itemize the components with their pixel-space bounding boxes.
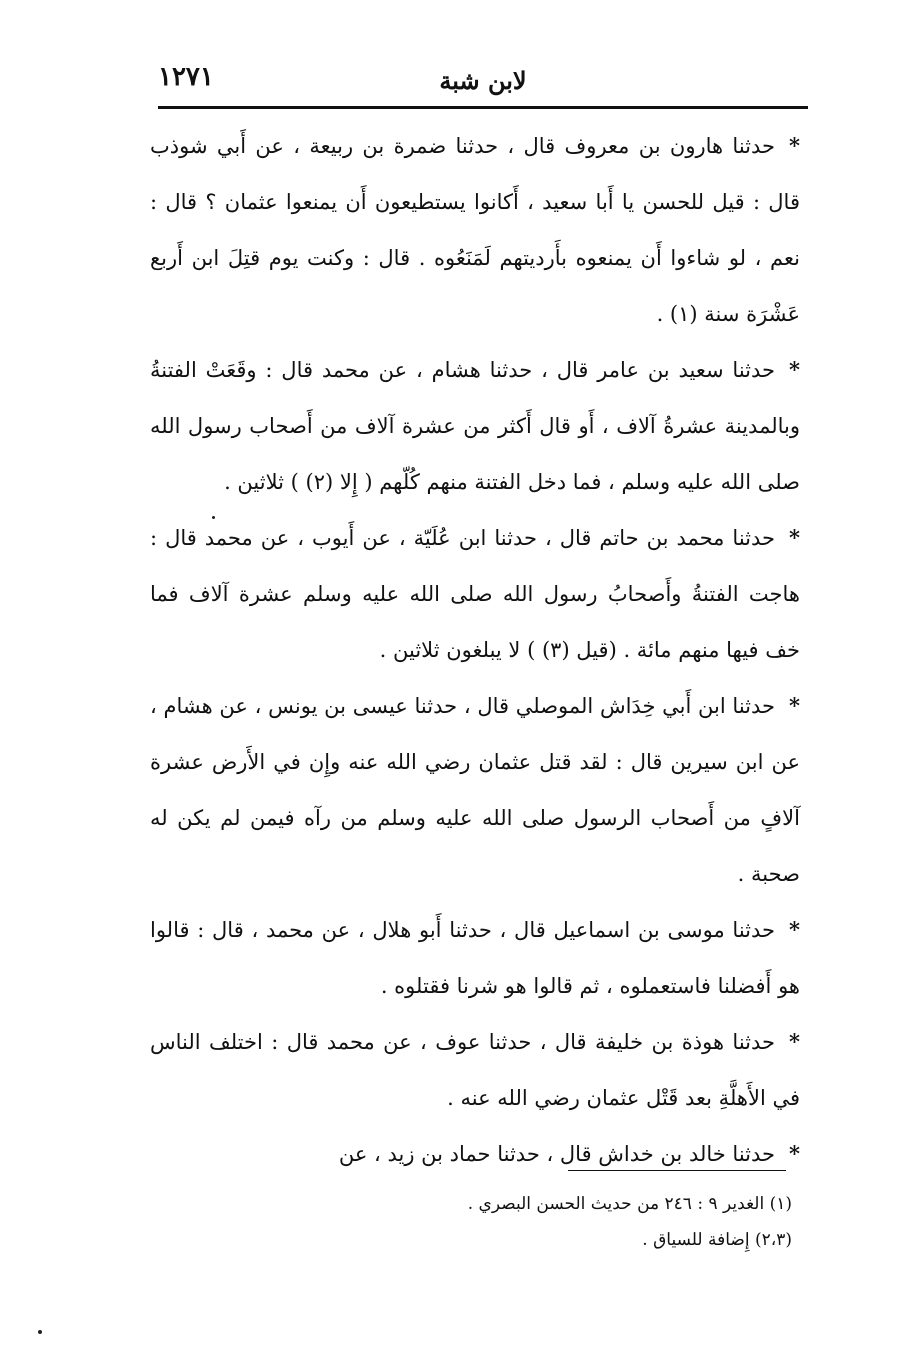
paragraph-marker: * [789, 1029, 800, 1054]
speck [38, 1330, 42, 1334]
footnotes [200, 1186, 792, 1258]
paragraph [150, 510, 800, 678]
running-header [158, 58, 808, 104]
paragraph-text: حدثنا هوذة بن خليفة قال ، حدثنا عوف ، عن محمد قال : اختلف الناس في الأَهلَّةِ بعد قَتْل عثمان رضي الله عنه . [150, 1030, 800, 1110]
paragraph [150, 1014, 800, 1126]
paragraph [150, 342, 800, 510]
paragraph-text: حدثنا هارون بن معروف قال ، حدثنا ضمرة بن ربيعة ، عن أَبي شوذب قال : قيل للحسن يا أَبا سعيد ، أَكانوا يستطيعون أَن يمنعوا عثمان ؟ قال : نعم ، لو شاءوا أَن يمنعوه بأَرديتهم لَمَنَعُوه . قال : وكنت يوم قتِلَ ابن أَربع عَشْرَة سنة (١) . [150, 134, 800, 326]
paragraph [150, 902, 800, 1014]
paragraph-marker: * [789, 693, 800, 718]
paragraph-text: حدثنا ابن أَبي خِدَاش الموصلي قال ، حدثنا عيسى بن يونس ، عن هشام ، عن ابن سيرين قال : لقد قتل عثمان رضي الله عنه وإِن في الأَرض عشرة آلافٍ من أَصحاب الرسول صلى الله عليه وسلم من رآه فيمن لم يكن له صحبة . [150, 694, 800, 886]
paragraph-marker: * [789, 1141, 800, 1166]
paragraph [150, 118, 800, 342]
paragraph-text: حدثنا سعيد بن عامر قال ، حدثنا هشام ، عن محمد قال : وقَعَتْ الفتنةُ وبالمدينة عشرةُ آلاف ، أَو قال أَكثر من عشرة آلاف من أَصحاب رسول الله صلى الله عليه وسلم ، فما دخل الفتنة منهم كُلّهم ( إِلا (٢) ) ثلاثين . [150, 358, 800, 494]
paragraph-text: حدثنا موسى بن اسماعيل قال ، حدثنا أَبو هلال ، عن محمد ، قال : قالوا هو أَفضلنا فاستعملوه ، ثم قالوا هو شرنا فقتلوه . [150, 918, 800, 998]
paragraph-marker: * [789, 357, 800, 382]
paragraph-marker: * [789, 525, 800, 550]
speck [212, 516, 215, 519]
main-text [150, 118, 800, 1182]
paragraph [150, 1126, 800, 1182]
running-title: لابن شبة [439, 66, 527, 95]
paragraph-marker: * [789, 133, 800, 158]
header-rule [158, 106, 808, 109]
footnote-rule [568, 1170, 786, 1171]
paragraph [150, 678, 800, 902]
paragraph-text: حدثنا خالد بن خداش قال ، حدثنا حماد بن زيد ، عن [338, 1142, 776, 1166]
page-number: ١٢٧١ [158, 62, 214, 92]
footnote: (٢،٣) إِضافة للسياق . [642, 1230, 792, 1250]
paragraph-marker: * [789, 917, 800, 942]
footnote: (١) الغدير ٩ : ٢٤٦ من حديث الحسن البصري . [467, 1194, 792, 1214]
paragraph-text: حدثنا محمد بن حاتم قال ، حدثنا ابن عُلَيّة ، عن أَيوب ، عن محمد قال : هاجت الفتنةُ وأَصحابُ رسول الله صلى الله عليه وسلم عشرة آلاف فما خف فيها منهم مائة . (قيل (٣) ) لا يبلغون ثلاثين . [150, 526, 800, 662]
